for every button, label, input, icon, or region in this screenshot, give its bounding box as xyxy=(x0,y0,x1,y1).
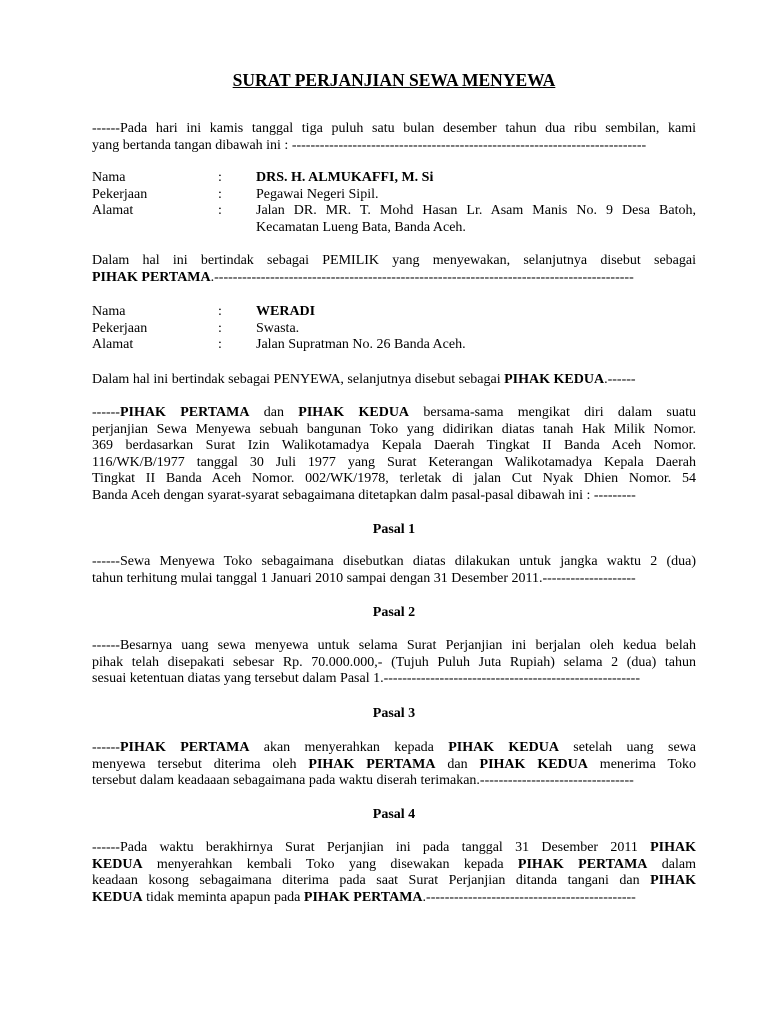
agreement-line-5: Tingkat II Banda Aceh Nomor. 002/WK/1978, terletak di jalan Cut Nyak Dhien Nomor. 54 xyxy=(92,471,696,487)
pasal-4-line-4: KEDUA tidak meminta apapun pada PIHAK PERTAMA.--------------------------------------------- xyxy=(92,889,636,905)
document-title: SURAT PERJANJIAN SEWA MENYEWA xyxy=(232,70,556,90)
pasal-2-line-3: sesuai ketentuan diatas yang tersebut dalam Pasal 1.------------------------------------------------------- xyxy=(92,671,640,687)
pihak-pertama-label: PIHAK PERTAMA xyxy=(92,269,211,285)
party-one-name: DRS. H. ALMUKAFFI, M. Si xyxy=(256,170,434,185)
pasal-3-heading: Pasal 3 xyxy=(372,706,416,721)
pasal-3-line-3: tersebut dalam keadaaan sebagaimana pada waktu diserah terimakan.--------------------------------- xyxy=(92,773,634,789)
intro-line-2: yang bertanda tangan dibawah ini : ---------------------------------------------------------------------------- xyxy=(92,137,647,153)
pihak-kedua-label: PIHAK KEDUA xyxy=(504,372,605,387)
pasal-3-paragraph xyxy=(92,740,696,790)
pasal-1-line-2: tahun terhitung mulai tanggal 1 Januari 2010 sampai dengan 31 Desember 2011.-------------------- xyxy=(92,570,636,586)
pasal-4-line-2: KEDUA menyerahkan kembali Toko yang disewakan kepada PIHAK PERTAMA dalam xyxy=(92,856,696,872)
agreement-line-3: 369 berdasarkan Surat Izin Walikotamadya Kepala Daerah Tingkat II Banda Aceh Nomor. xyxy=(92,438,696,454)
intro-paragraph xyxy=(92,121,696,154)
party-two-name-row xyxy=(92,304,696,321)
colon: : xyxy=(218,304,222,319)
colon: : xyxy=(218,337,222,353)
agreement-line-4: 116/WK/B/1977 tanggal 30 Juli 1977 yang Surat Keterangan Walikotamadya Kepala Daerah xyxy=(92,454,696,470)
pasal-4-line-3: keadaan kosong sebagaimana diterima pada saat Surat Perjanjian ditanda tangani dan PIHAK xyxy=(92,873,696,889)
party-two-name: WERADI xyxy=(256,304,316,319)
party-two-role-paragraph xyxy=(92,372,696,389)
colon: : xyxy=(218,320,222,336)
pasal-2-line-2: pihak telah disepakati sebesar Rp. 70.000.000,- (Tujuh Puluh Juta Rupiah) selama 2 (dua) tahun xyxy=(92,654,696,670)
party-one-address-row xyxy=(92,203,696,236)
party-one-details xyxy=(92,170,696,236)
address-label: Alamat xyxy=(92,337,134,353)
pasal-4-heading: Pasal 4 xyxy=(372,807,416,822)
role-one-line-1: Dalam hal ini bertindak sebagai PEMILIK yang menyewakan, selanjutnya disebut sebagai xyxy=(92,253,696,268)
party-one-address xyxy=(256,203,696,236)
party-two-address: Jalan Supratman No. 26 Banda Aceh. xyxy=(256,337,466,353)
party-two-job-row xyxy=(92,321,696,338)
party-one-address-line-1: Jalan DR. MR. T. Mohd Hasan Lr. Asam Manis No. 9 Desa Batoh, xyxy=(256,203,696,219)
job-label: Pekerjaan xyxy=(92,320,148,336)
pasal-2-heading: Pasal 2 xyxy=(372,605,416,620)
pasal-4-paragraph xyxy=(92,840,696,906)
name-label: Nama xyxy=(92,170,126,185)
pasal-2-paragraph xyxy=(92,638,696,688)
party-one-job: Pegawai Negeri Sipil. xyxy=(256,186,379,202)
job-label: Pekerjaan xyxy=(92,186,148,202)
pasal-4-line-1: ------Pada waktu berakhirnya Surat Perjanjian ini pada tanggal 31 Desember 2011 PIHAK xyxy=(92,840,696,855)
role-two-line: Dalam hal ini bertindak sebagai PENYEWA, selanjutnya disebut sebagai PIHAK KEDUA.------ xyxy=(92,372,636,387)
party-one-address-line-2: Kecamatan Lueng Bata, Banda Aceh. xyxy=(256,219,466,235)
intro-line-1: ------Pada hari ini kamis tanggal tiga puluh satu bulan desember tahun dua ribu sembilan, kami xyxy=(92,121,696,136)
pasal-1-paragraph xyxy=(92,554,696,587)
agreement-line-6: Banda Aceh dengan syarat-syarat sebagaimana ditetapkan dalm pasal-pasal dibawah ini : --------- xyxy=(92,487,636,503)
pasal-1-heading: Pasal 1 xyxy=(372,522,416,537)
pasal-3-line-2: menyewa tersebut diterima oleh PIHAK PERTAMA dan PIHAK KEDUA menerima Toko xyxy=(92,756,696,772)
party-two-job: Swasta. xyxy=(256,320,300,336)
party-two-address-row xyxy=(92,337,696,354)
party-one-job-row xyxy=(92,187,696,204)
agreement-paragraph xyxy=(92,405,696,505)
colon: : xyxy=(218,203,222,219)
party-one-role-paragraph xyxy=(92,253,696,286)
pasal-3-line-1: ------PIHAK PERTAMA akan menyerahkan kepada PIHAK KEDUA setelah uang sewa xyxy=(92,740,696,755)
agreement-line-2: perjanjian Sewa Menyewa sebuah bangunan Toko yang didirikan diatas tanah Hak Milik Nomor. xyxy=(92,421,696,437)
pasal-2-line-1: ------Besarnya uang sewa menyewa untuk selama Surat Perjanjian ini berjalan oleh kedua belah xyxy=(92,638,696,653)
party-two-details xyxy=(92,304,696,354)
party-one-name-row xyxy=(92,170,696,187)
address-label: Alamat xyxy=(92,203,134,219)
colon: : xyxy=(218,170,222,185)
colon: : xyxy=(218,186,222,202)
name-label: Nama xyxy=(92,304,126,319)
agreement-line-1: ------PIHAK PERTAMA dan PIHAK KEDUA bersama-sama mengikat diri dalam suatu xyxy=(92,405,696,420)
pasal-1-line-1: ------Sewa Menyewa Toko sebagaimana disebutkan diatas dilakukan untuk jangka waktu 2 (dua) xyxy=(92,554,696,569)
role-one-line-2: PIHAK PERTAMA.------------------------------------------------------------------------------------------ xyxy=(92,269,634,285)
